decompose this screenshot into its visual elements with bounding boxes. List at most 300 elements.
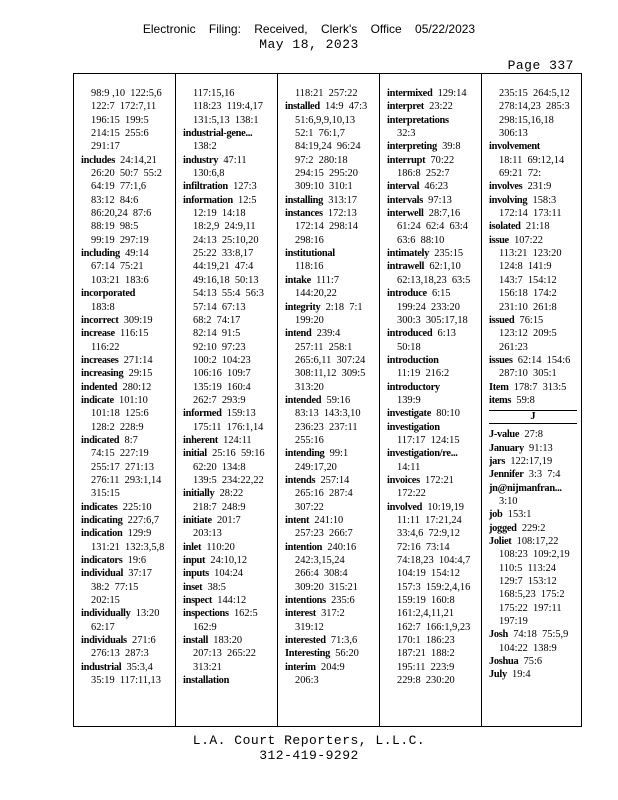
index-headword-entry [285,594,379,607]
page-line-refs: 74:18,23 104:4,7 [397,555,471,567]
deposition-date: May 18, 2023 [259,37,359,52]
page-line-refs: 313:17 [323,194,358,206]
headword: issues [489,354,513,366]
page-line-refs: 74:15 227:19 [91,448,149,460]
headword: interested [285,635,326,647]
index-headword-entry [489,220,583,233]
index-headword-entry [387,447,481,460]
page-line-refs: 82:14 91:5 [193,328,241,340]
headword: including [81,248,120,260]
page-line-refs: 118:16 [295,261,324,273]
headword: interpret [387,101,424,113]
index-headword-entry [81,367,175,380]
headword: jogged [489,522,517,534]
page-line-refs: 127:3 [227,181,257,193]
page-line-refs: 59:16 [321,394,351,406]
headword: inputs [183,568,209,580]
index-headword-entry [285,301,379,314]
headword: intending [285,448,325,460]
page-line-refs: 117:17 124:15 [397,434,460,446]
page-line-refs: 83:13 143:3,10 [295,408,361,420]
page-line-refs: 104:19 154:12 [397,568,460,580]
page-line-refs: 122:17,19 [505,455,553,467]
page-line-refs: 291:17 [91,141,120,153]
headword: initially [183,488,215,500]
headword: installation [183,675,230,687]
page-line-refs: 172:14 173:11 [499,208,562,220]
index-headword-entry [183,594,277,607]
headword: initial [183,448,207,460]
index-headword-entry [183,554,277,567]
page-line-refs: 21:18 [520,221,550,233]
page-line-refs: 240:16 [322,541,357,553]
index-headword-entry [489,442,583,455]
headword: individuals [81,635,127,647]
headword: intends [285,474,316,486]
page-line-refs: 144:20,22 [295,288,337,300]
page-line-refs: 3:3 7:4 [523,469,561,481]
page-line-refs: 69:21 72: [499,168,542,180]
page-line-refs: 91:13 [523,442,553,454]
page-line-refs: 2:18 7:1 [320,301,363,313]
page-line-refs: 118:23 119:4,17 [193,101,263,113]
page-line-refs: 46:23 [419,181,449,193]
index-headword-entry [387,327,481,340]
headword: inspections [183,608,229,620]
page-line-refs: 172:13 [322,208,357,220]
page-line-refs: 54:13 55:4 56:3 [193,288,265,300]
page-number: Page 337 [507,58,574,73]
page-line-refs: 110:5 113:24 [499,562,556,574]
page-line-refs: 317:2 [315,608,345,620]
page-line-refs: 298:15,16,18 [499,114,554,126]
index-headword-entry [183,180,277,193]
index-headword-entry [489,381,583,394]
page-line-refs: 83:12 84:6 [91,194,139,206]
page-line-refs: 135:19 160:4 [193,381,251,393]
headword: installed [285,101,320,113]
headword: Joshua [489,656,519,668]
page-line-refs: 138:2 [193,141,217,153]
page-line-refs: 276:11 293:1,14 [91,474,162,486]
page-line-refs: 63:6 88:10 [397,234,445,246]
page-line-refs: 130:6,8 [193,168,225,180]
page-line-refs: 71:3,6 [325,635,358,647]
headword: indicates [81,501,118,513]
index-headword-entry [387,100,481,113]
page-line-refs: 162:5 [228,608,258,620]
index-headword-entry [489,455,583,468]
page-line-refs: 61:24 62:4 63:4 [397,221,469,233]
headword: invoices [387,474,420,486]
page-line-refs: 47:11 [218,154,247,166]
page-line-refs: 26:20 50:7 55:2 [91,168,163,180]
index-headword-entry [81,394,175,407]
headword: input [183,555,206,567]
page-line-refs: 52:1 76:1,7 [295,128,345,140]
index-headword-entry [387,247,481,260]
headword: January [489,442,524,454]
index-headword-entry [285,100,379,113]
index-headword-entry [387,194,481,207]
headword: indented [81,381,118,393]
page-line-refs: 99:19 297:19 [91,234,149,246]
page-line-refs: 262:7 293:9 [193,394,246,406]
page-line-refs: 235:6 [325,595,355,607]
page-line-refs: 276:13 287:3 [91,648,149,660]
page-line-refs: 32:3 [397,128,416,140]
page-line-refs: 11:19 216:2 [397,368,450,380]
headword: Jennifer [489,469,524,481]
page-line-refs: 76:15 [514,314,544,326]
page-line-refs: 108:23 109:2,19 [499,549,570,561]
index-headword-entry [387,154,481,167]
page-line-refs: 309:10 310:1 [295,181,353,193]
headword: J-value [489,429,520,441]
page-line-refs: 62:14 154:6 [512,354,571,366]
page-line-refs: 97:2 280:18 [295,154,348,166]
index-headword-entry [489,428,583,441]
page-line-refs: 123:12 209:5 [499,328,557,340]
index-headword-entry [387,114,481,127]
page-line-refs: 19:4 [506,669,531,681]
page-line-refs: 12:5 [232,194,257,206]
page-line-refs: 23:22 [423,101,453,113]
headword: jn@nijmanfran... [489,482,562,494]
index-column-5 [481,74,583,726]
headword: industrial-gene... [183,128,253,140]
page-line-refs: 199:20 [295,314,324,326]
page-line-refs: 18:2,9 24:9,11 [193,221,256,233]
word-index [73,73,582,727]
index-headword-entry [387,421,481,434]
page-line-refs: 199:24 233:20 [397,301,460,313]
page-line-refs: 68:2 74:17 [193,314,241,326]
headword: industrial [81,661,122,673]
page-line-refs: 3:10 [499,495,518,507]
page-line-refs: 72:16 73:14 [397,541,450,553]
index-headword-entry [81,314,175,327]
headword: install [183,635,209,647]
index-headword-entry [387,501,481,514]
page-line-refs: 24:13 25:10,20 [193,234,259,246]
headword: involves [489,181,523,193]
index-headword-entry [81,501,175,514]
page-line-refs: 50:18 [397,341,421,353]
page-line-refs: 196:15 199:5 [91,114,149,126]
index-headword-entry [81,527,175,540]
index-headword-entry [285,247,379,260]
page-line-refs: 287:10 305:1 [499,368,557,380]
page-line-refs: 144:12 [212,595,247,607]
page-line-refs: 235:15 [429,248,464,260]
page-line-refs: 218:7 248:9 [193,501,246,513]
index-headword-entry [81,154,175,167]
page-line-refs: 313:20 [295,381,324,393]
headword: July [489,669,507,681]
page-line-refs: 51:6,9,9,10,13 [295,114,356,126]
headword: intermixed [387,88,433,99]
page-line-refs: 80:10 [431,408,460,420]
page-line-refs: 14:11 [397,461,421,473]
page-line-refs: 231:10 261:8 [499,301,557,313]
headword: interval [387,181,420,193]
page-line-refs: 257:14 [315,474,350,486]
page-line-refs: 300:3 305:17,18 [397,314,468,326]
headword: items [489,394,512,406]
page-line-refs: 175:11 176:1,14 [193,421,264,433]
page-line-refs: 143:7 154:12 [499,274,557,286]
page-line-refs: 307:22 [295,501,324,513]
reporter-company: L.A. Court Reporters, L.L.C. [192,733,426,748]
page-line-refs: 124:8 141:9 [499,261,552,273]
headword: industry [183,154,219,166]
page-line-refs: 168:5,23 175:2 [499,589,565,601]
index-headword-entry [183,581,277,594]
page-line-refs: 104:24 [208,568,243,580]
page-line-refs: 139:5 234:22,22 [193,474,264,486]
index-column-4 [379,74,481,726]
headword: intend [285,328,312,340]
page-line-refs: 195:11 223:9 [397,661,455,673]
index-headword-entry [387,381,481,394]
page-line-refs: 101:18 125:6 [91,408,149,420]
page-line-refs: 103:21 183:6 [91,274,149,286]
page-line-refs: 59:8 [511,394,535,406]
page-line-refs: 159:13 [221,408,256,420]
headword: introduce [387,288,427,300]
index-headword-entry [285,207,379,220]
index-headword-entry [183,434,277,447]
index-headword-entry [387,354,481,367]
page-line-refs: 129:7 153:12 [499,576,557,588]
page-line-refs: 159:19 160:8 [397,595,455,607]
index-headword-entry [489,314,583,327]
page-line-refs: 158:3 [527,194,557,206]
page-line-refs: 257:23 266:7 [295,528,353,540]
index-headword-entry [387,140,481,153]
page-line-refs: 265:6,11 307:24 [295,354,366,366]
index-headword-entry [285,541,379,554]
page-line-refs: 24:10,12 [205,555,248,567]
index-headword-entry [81,514,175,527]
page-line-refs: 49:16,18 50:13 [193,274,259,286]
index-headword-entry [387,287,481,300]
page-line-refs: 229:8 230:20 [397,675,455,687]
page-line-refs: 129:14 [432,88,467,99]
headword: interim [285,661,316,673]
headword: interrupt [387,154,426,166]
page-line-refs: 265:16 287:4 [295,488,353,500]
index-headword-entry [387,260,481,273]
page-line-refs: 239:4 [311,328,341,340]
index-headword-entry [81,381,175,394]
page-line-refs: 294:15 295:20 [295,168,358,180]
index-headword-entry [285,194,379,207]
headword: involvement [489,141,540,153]
index-headword-entry [81,661,175,674]
index-headword-entry [489,194,583,207]
page-line-refs: 99:1 [324,448,349,460]
page-line-refs: 118:21 257:22 [295,88,358,99]
page-line-refs: 11:11 17:21,24 [397,515,462,526]
page-line-refs: 271:6 [126,635,156,647]
page-line-refs: 172:22 [397,488,426,500]
page-line-refs: 178:7 313:5 [508,381,567,393]
headword: intrawell [387,261,425,273]
headword: involved [387,501,423,513]
reporter-phone: 312-419-9292 [259,748,359,763]
index-headword-entry [387,407,481,420]
headword: Joliet [489,536,512,547]
page-line-refs: 162:7 166:1,9,23 [397,621,471,633]
headword: inlet [183,541,202,553]
headword: indicated [81,434,120,446]
page-line-refs: 35:3,4 [121,661,153,673]
index-column-3 [277,74,379,726]
page-line-refs: 183:8 [91,301,115,313]
headword: inherent [183,434,218,446]
index-headword-entry [489,535,583,548]
index-headword-entry [285,661,379,674]
headword: Josh [489,629,509,641]
index-headword-entry [183,194,277,207]
page-line-refs: 124:11 [217,434,252,446]
index-headword-entry [81,607,175,620]
index-headword-entry [183,407,277,420]
page-line-refs: 255:16 [295,434,324,446]
page-line-refs: 64:19 77:1,6 [91,181,147,193]
index-headword-entry [183,514,277,527]
page-line-refs: 84:19,24 96:24 [295,141,361,153]
page-line-refs: 261:23 [499,341,528,353]
page-line-refs: 25:22 33:8,17 [193,248,254,260]
headword: intent [285,515,310,526]
headword: Interesting [285,648,330,660]
index-headword-entry [489,508,583,521]
index-headword-entry [489,354,583,367]
index-headword-entry [489,468,583,481]
index-headword-entry [183,674,277,687]
headword: institutional [285,248,335,260]
page-line-refs: 172:14 298:14 [295,221,358,233]
page-line-refs: 28:7,16 [423,208,461,220]
page-line-refs: 104:22 138:9 [499,642,557,654]
headword: interwell [387,208,424,220]
index-headword-entry [285,447,379,460]
page-line-refs: 156:18 174:2 [499,288,557,300]
index-headword-entry [285,514,379,527]
page-line-refs: 204:9 [315,661,345,673]
page-line-refs: 131:5,13 138:1 [193,114,259,126]
index-headword-entry [489,522,583,535]
page-line-refs: 75:6 [518,656,543,668]
page-line-refs: 175:22 197:11 [499,602,562,614]
index-headword-entry [183,541,277,554]
page-line-refs: 39:8 [436,141,461,153]
index-headword-entry [387,180,481,193]
page-line-refs: 49:14 [119,248,149,260]
page-line-refs: 242:3,15,24 [295,555,345,567]
page-line-refs: 315:15 [91,488,120,500]
filing-stamp: Electronic Filing: Received, Clerk's Office 05/22/2023 [142,22,476,36]
index-headword-entry [81,327,175,340]
page-line-refs: 235:15 264:5,12 [499,88,570,99]
headword: issued [489,314,515,326]
headword: investigate [387,408,432,420]
page-line-refs: 70:22 [425,154,455,166]
index-headword-entry [285,327,379,340]
index-headword-entry [183,127,277,140]
headword: incorrect [81,314,119,326]
page-line-refs: 139:9 [397,394,421,406]
index-headword-entry [285,274,379,287]
page-line-refs: 62:1,10 [424,261,461,273]
page-line-refs: 206:3 [295,675,319,687]
page-line-refs: 33:4,6 72:9,12 [397,528,460,540]
page-line-refs: 214:15 255:6 [91,128,149,140]
page-line-refs: 131:21 132:3,5,8 [91,541,165,553]
headword: individually [81,608,131,620]
page-line-refs: 298:16 [295,234,324,246]
headword: increasing [81,368,124,380]
index-headword-entry [387,474,481,487]
page-line-refs: 110:20 [201,541,235,553]
page-line-refs: 35:19 117:11,13 [91,675,161,687]
page-line-refs: 129:9 [122,528,152,540]
page-line-refs: 62:17 [91,621,115,633]
page-line-refs: 67:14 75:21 [91,261,144,273]
page-line-refs: 157:3 159:2,4,16 [397,581,471,593]
page-line-refs: 278:14,23 285:3 [499,101,570,113]
headword: indicate [81,394,114,406]
headword: includes [81,154,115,166]
index-column-2 [175,74,277,726]
section-letter: J [489,410,577,424]
headword: introductory [387,381,440,393]
page-line-refs: 306:13 [499,128,528,140]
page-line-refs: 38:5 [202,581,226,593]
page-line-refs: 57:14 67:13 [193,301,246,313]
index-headword-entry [285,647,379,660]
headword: jars [489,455,506,467]
headword: intimately [387,248,430,260]
headword: individual [81,568,124,580]
page-line-refs: 201:7 [211,515,241,526]
page-line-refs: 231:9 [522,181,552,193]
page-line-refs: 257:11 258:1 [295,341,353,353]
page-line-refs: 19:6 [122,555,147,567]
headword: isolated [489,221,521,233]
page-line-refs: 10:19,19 [422,501,464,513]
index-headword-entry [285,634,379,647]
index-headword-entry [81,247,175,260]
index-headword-entry [387,207,481,220]
index-headword-entry [387,87,481,100]
headword: interest [285,608,316,620]
page-line-refs: 313:21 [193,661,222,673]
headword: installing [285,194,323,206]
page-line-refs: 249:17,20 [295,461,337,473]
page-line-refs: 227:6,7 [122,515,160,526]
page-line-refs: 88:19 98:5 [91,221,139,233]
headword: interpretations [387,114,449,126]
index-headword-entry [81,354,175,367]
index-headword-entry [489,180,583,193]
index-headword-entry [489,234,583,247]
headword: integrity [285,301,321,313]
page-line-refs: 271:14 [118,354,153,366]
